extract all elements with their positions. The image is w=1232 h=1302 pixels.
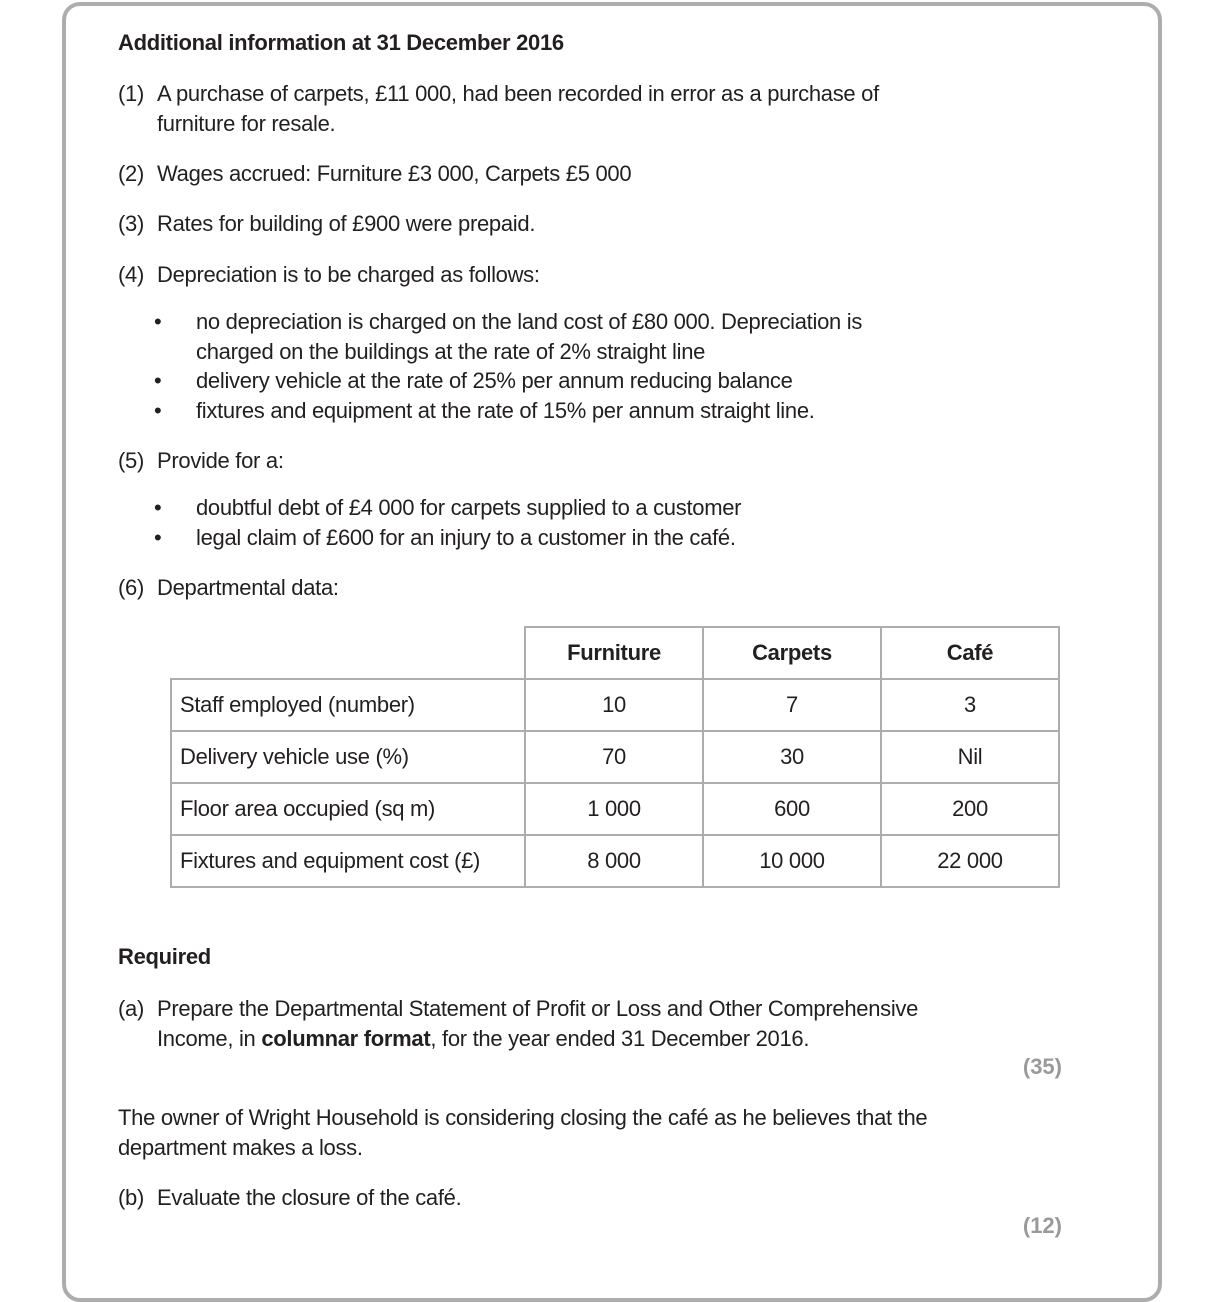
- cell-value: 7: [703, 679, 881, 731]
- text-span: Income, in: [157, 1026, 262, 1051]
- row-label: Fixtures and equipment cost (£): [171, 835, 525, 887]
- cell-value: 200: [881, 783, 1059, 835]
- cell-value: 70: [525, 731, 703, 783]
- context-text: The owner of Wright Household is considering closing the café as he believes that the: [118, 1105, 928, 1130]
- cell-value: 8 000: [525, 835, 703, 887]
- question-b: [118, 1183, 461, 1213]
- bullet-icon: •: [154, 495, 162, 520]
- question-number: (b): [118, 1185, 144, 1210]
- item-number: (5): [118, 448, 144, 473]
- table-row: [171, 835, 1059, 887]
- table-row: [171, 783, 1059, 835]
- item-number: (1): [118, 81, 144, 106]
- row-label: Staff employed (number): [171, 679, 525, 731]
- question-a: [118, 994, 918, 1054]
- bullet-icon: •: [154, 309, 162, 334]
- cell-value: 22 000: [881, 835, 1059, 887]
- table-row: [171, 731, 1059, 783]
- cell-value: Nil: [881, 731, 1059, 783]
- bullet-text: doubtful debt of £4 000 for carpets supplied to a customer: [196, 495, 742, 520]
- list-item: [150, 366, 862, 396]
- provision-list: [150, 493, 741, 552]
- list-item: [150, 493, 741, 523]
- bullet-icon: •: [154, 368, 162, 393]
- context-text-cont: department makes a loss.: [118, 1135, 363, 1160]
- question-text: Evaluate the closure of the café.: [157, 1185, 462, 1210]
- item-text: Rates for building of £900 were prepaid.: [157, 211, 536, 236]
- list-item: [150, 307, 862, 366]
- item-number: (3): [118, 211, 144, 236]
- info-item-5: [118, 446, 284, 476]
- context-paragraph: [118, 1103, 927, 1163]
- cell-value: 3: [881, 679, 1059, 731]
- question-number: (a): [118, 996, 144, 1021]
- item-text: A purchase of carpets, £11 000, had been recorded in error as a purchase of: [157, 81, 879, 106]
- info-item-3: [118, 209, 535, 239]
- marks-a: (35): [1022, 1054, 1062, 1079]
- item-text-cont: furniture for resale.: [157, 111, 336, 136]
- item-text: Provide for a:: [157, 448, 284, 473]
- info-item-6: [118, 573, 339, 603]
- cell-value: 10 000: [703, 835, 881, 887]
- column-header: Carpets: [703, 627, 881, 679]
- info-item-4: [118, 260, 540, 290]
- bullet-text: legal claim of £600 for an injury to a customer in the café.: [196, 524, 736, 550]
- item-text: Depreciation is to be charged as follows:: [157, 262, 540, 287]
- cell-value: 30: [703, 731, 881, 783]
- emphasis-text: columnar format: [261, 1026, 431, 1051]
- departmental-data-table: [170, 626, 1060, 888]
- cell-value: 600: [703, 783, 881, 835]
- section-heading: Additional information at 31 December 2016: [118, 30, 564, 55]
- blank-header-cell: [171, 627, 525, 679]
- question-text: Prepare the Departmental Statement of Profit or Loss and Other Comprehensive: [157, 996, 919, 1021]
- bullet-icon: •: [154, 524, 162, 550]
- marks-b: (12): [1022, 1213, 1062, 1238]
- list-item: [150, 396, 862, 426]
- bullet-text: delivery vehicle at the rate of 25% per annum reducing balance: [196, 368, 793, 393]
- cell-value: 1 000: [525, 783, 703, 835]
- item-number: (2): [118, 161, 144, 186]
- column-header: Furniture: [525, 627, 703, 679]
- column-header: Café: [881, 627, 1059, 679]
- table-header-row: [171, 627, 1059, 679]
- bullet-text: no depreciation is charged on the land cost of £80 000. Depreciation is: [196, 309, 863, 334]
- cell-value: 10: [525, 679, 703, 731]
- depreciation-list: [150, 307, 862, 425]
- info-item-2: [118, 159, 631, 189]
- question-text-cont: [118, 1024, 918, 1054]
- row-label: Floor area occupied (sq m): [171, 783, 525, 835]
- item-number: (4): [118, 262, 144, 287]
- bullet-text-cont: charged on the buildings at the rate of 2% straight line: [196, 338, 706, 364]
- info-item-1: [118, 79, 879, 139]
- item-text: Departmental data:: [157, 575, 339, 600]
- bullet-text: fixtures and equipment at the rate of 15% per annum straight line.: [196, 397, 815, 423]
- required-heading: Required: [118, 944, 211, 969]
- list-item: [150, 523, 741, 553]
- table-row: [171, 679, 1059, 731]
- item-text: Wages accrued: Furniture £3 000, Carpets £5 000: [157, 161, 632, 186]
- row-label: Delivery vehicle use (%): [171, 731, 525, 783]
- item-number: (6): [118, 575, 144, 600]
- text-span: , for the year ended 31 December 2016.: [430, 1026, 810, 1051]
- bullet-icon: •: [154, 397, 162, 423]
